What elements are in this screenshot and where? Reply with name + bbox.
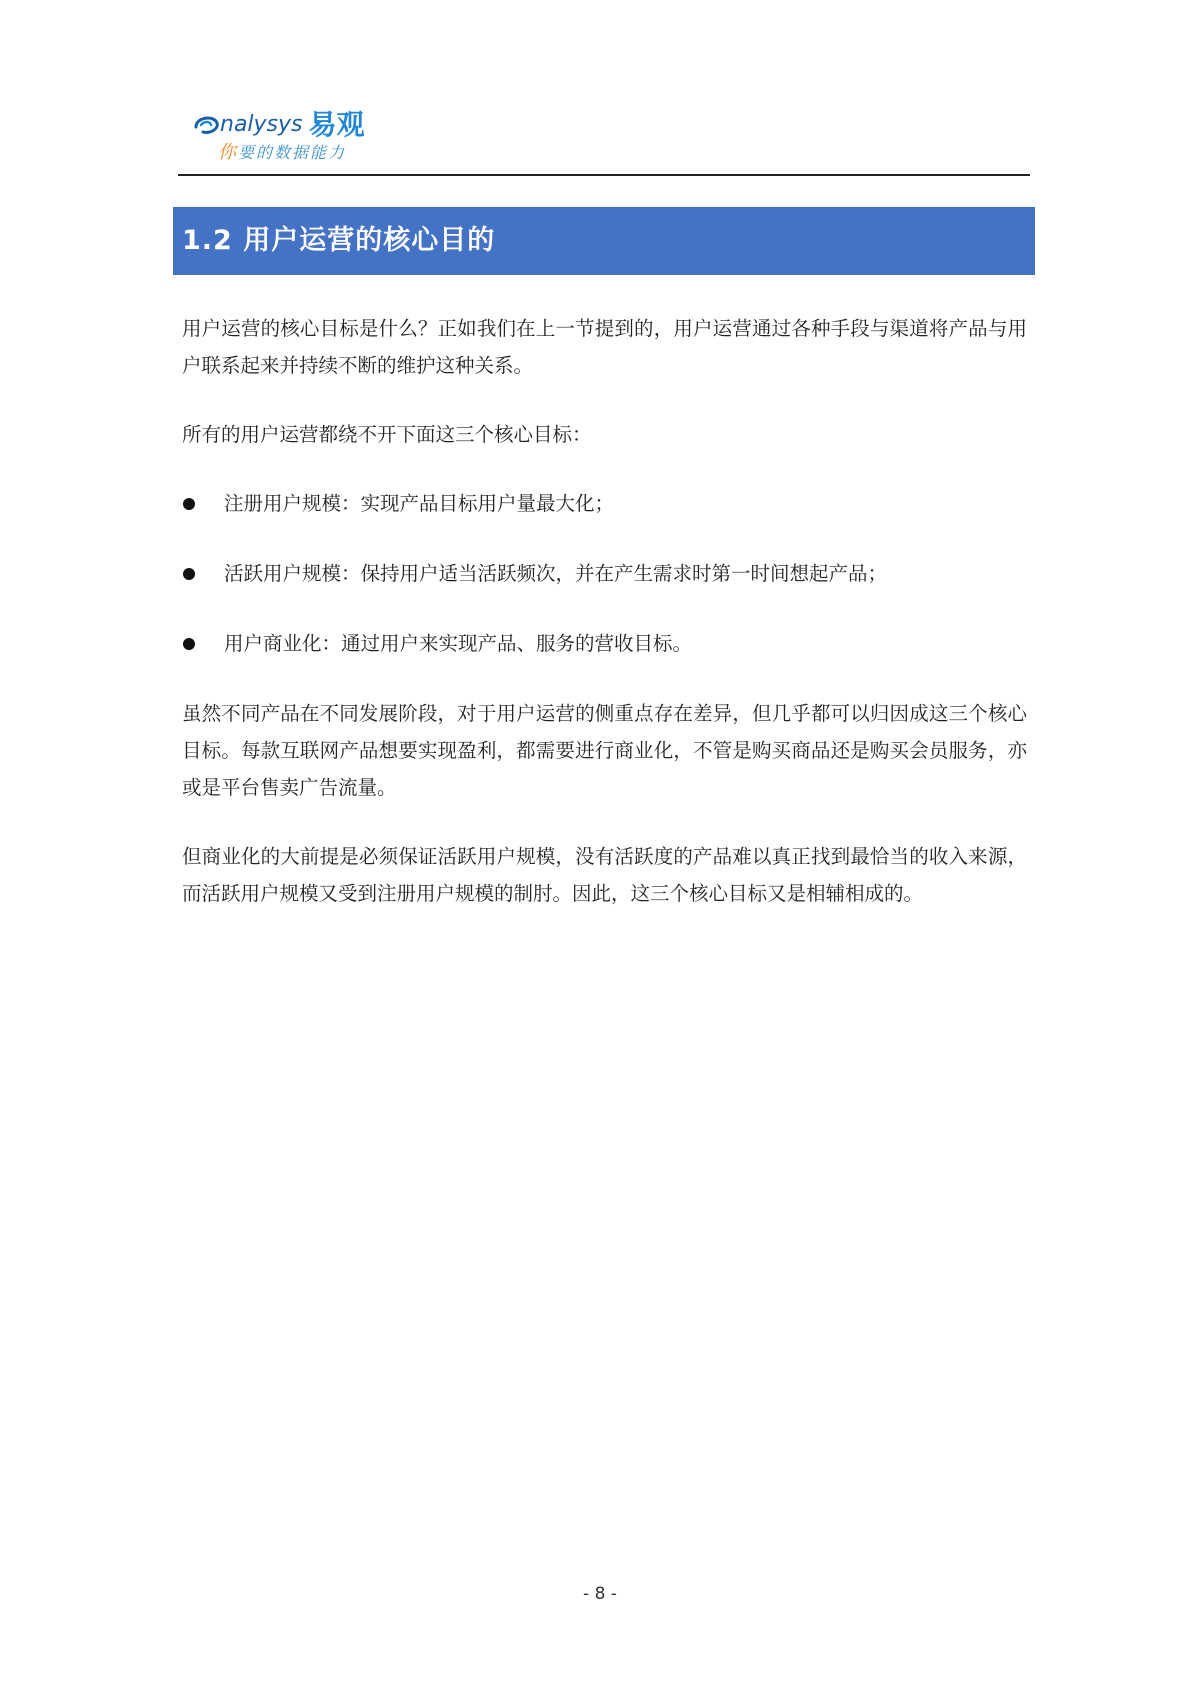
paragraph-3: 虽然不同产品在不同发展阶段，对于用户运营的侧重点存在差异，但几乎都可以归因成这三个核心目标。每款互联网产品想要实现盈利，都需要进行商业化，不管是购买商品还是购买会员服务，亦或是平台售卖广告流量。 [182, 702, 1027, 799]
bullet-dot-icon [183, 498, 195, 510]
page-number: - 8 - [583, 1584, 617, 1604]
logo-brand-text: nalysys [220, 112, 303, 137]
list-item-text: 用户商业化：通过用户来实现产品、服务的营收目标。 [224, 632, 693, 655]
logo-chinese-text: 易观 [308, 108, 365, 141]
bullet-dot-icon [183, 638, 195, 650]
list-item [182, 625, 1027, 662]
bullet-dot-icon [183, 568, 195, 580]
list-item-text: 活跃用户规模：保持用户适当活跃频次，并在产生需求时第一时间想起产品； [224, 562, 888, 585]
list-item-text: 注册用户规模：实现产品目标用户量最大化； [224, 492, 615, 515]
body-content [182, 310, 1027, 944]
header-divider [178, 174, 1030, 176]
analysys-logo [192, 108, 392, 168]
logo-tagline-rest: 要的数据能力 [238, 143, 347, 162]
list-item [182, 555, 1027, 592]
logo-tagline [218, 142, 392, 164]
logo-tagline-accent: 你 [218, 142, 238, 163]
logo-swoosh-icon [192, 111, 220, 139]
section-title: 1.2 用户运营的核心目的 [182, 225, 496, 256]
logo-main-row [192, 108, 392, 142]
paragraph-1: 用户运营的核心目标是什么？正如我们在上一节提到的，用户运营通过各种手段与渠道将产品与用户联系起来并持续不断的维护这种关系。 [182, 317, 1027, 377]
goal-list [182, 485, 1027, 662]
paragraph-4: 但商业化的大前提是必须保证活跃用户规模，没有活跃度的产品难以真正找到最恰当的收入来源，而活跃用户规模又受到注册用户规模的制肘。因此，这三个核心目标又是相辅相成的。 [182, 845, 1027, 905]
paragraph-2: 所有的用户运营都绕不开下面这三个核心目标： [182, 423, 592, 446]
list-item [182, 485, 1027, 522]
